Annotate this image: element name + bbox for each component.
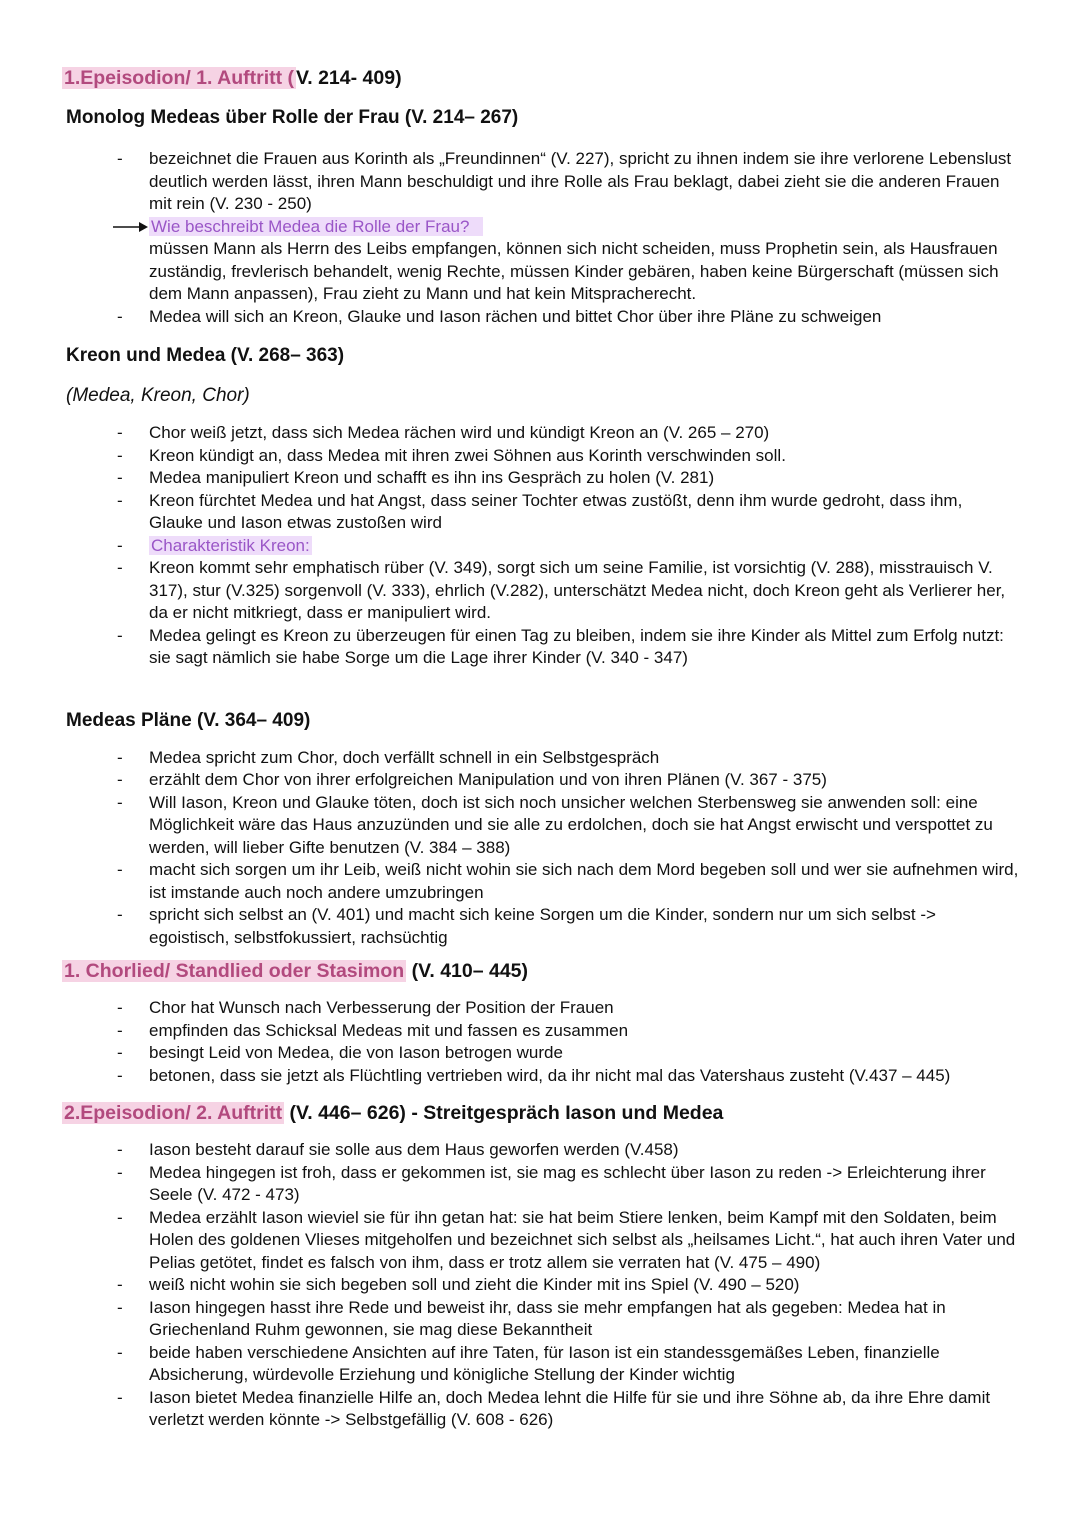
list-item: - Medea hingegen ist froh, dass er gekommen ist, sie mag es schlecht über Iason zu reden -> Erleichterung ihrer Seele (V. 472 - 473) bbox=[0, 1162, 1080, 1207]
list-item: - Medea will sich an Kreon, Glauke und Iason rächen und bittet Chor über ihre Pläne zu schweigen bbox=[0, 306, 1080, 329]
list-chorlied bbox=[0, 997, 1080, 1087]
list-item: - Iason besteht darauf sie solle aus dem Haus geworfen werden (V.458) bbox=[0, 1139, 1080, 1162]
heading-highlight: 1.Epeisodion/ 1. Auftritt ( bbox=[64, 67, 295, 89]
list-item: - Chor hat Wunsch nach Verbesserung der Position der Frauen bbox=[0, 997, 1080, 1020]
list-item-answer: müssen Mann als Herrn des Leibs empfangen, können sich nicht scheiden, muss Prophetin sein, als Hausfrauen zuständig, frevlerisch behandelt, wenig Rechte, müssen Kinder gebären, haben keine Bürgerschaft (müssen sich dem Mann anpassen), Frau zieht zu Mann und hat kein Mitspracherecht. bbox=[149, 239, 999, 303]
list-item: - Medea erzählt Iason wieviel sie für ihn getan hat: sie hat beim Stiere lenken, beim Kampf mit den Soldaten, beim Holen des goldenen Vlieses mitgeholfen und bezeichnet sich selbst als „heilsames Licht.“, hat auch ihren Vater und Pelias getötet, findet es falsch von ihm, dass er trotz allem sie verraten hat (V. 475 – 490) bbox=[0, 1207, 1080, 1275]
characteristic-highlight: Charakteristik Kreon: bbox=[151, 535, 310, 555]
list-item: - erzählt dem Chor von ihrer erfolgreichen Manipulation und von ihren Plänen (V. 367 - 375) bbox=[0, 769, 1080, 792]
list-item: - beide haben verschiedene Ansichten auf ihre Taten, für Iason ist ein standessgemäßes Leben, finanzielle Absicherung, würdevolle Erziehung und königliche Stellung der Kinder wichtig bbox=[0, 1342, 1080, 1387]
subheading-kreon-medea: Kreon und Medea (V. 268– 363) bbox=[66, 345, 345, 366]
subheading-monolog: Monolog Medeas über Rolle der Frau (V. 214– 267) bbox=[66, 107, 519, 128]
list-item: - Medea spricht zum Chor, doch verfällt schnell in ein Selbstgespräch bbox=[0, 747, 1080, 770]
list-item: - Kreon kündigt an, dass Medea mit ihren zwei Söhnen aus Korinth verschwinden soll. bbox=[0, 445, 1080, 468]
subheading-medeas-plaene: Medeas Pläne (V. 364– 409) bbox=[66, 709, 311, 731]
list-item: - macht sich sorgen um ihr Leib, weiß nicht wohin sie sich nach dem Mord begeben soll und wer sie aufnehmen wird, ist imstande auch noch andere umzubringen bbox=[0, 859, 1080, 904]
list-item: - Medea gelingt es Kreon zu überzeugen für einen Tag zu bleiben, indem sie ihre Kinder als Mittel zum Erfolg nutzt: sie sagt nämlich sie habe Sorge um die Lage ihrer Kinder (V. 340 - 347) bbox=[0, 625, 1080, 670]
list-item-characteristic bbox=[0, 535, 1080, 558]
list-streitgespraech bbox=[0, 1139, 1080, 1432]
list-item: - weiß nicht wohin sie sich begeben soll und zieht die Kinder mit ins Spiel (V. 490 – 520) bbox=[0, 1274, 1080, 1297]
list-medeas-plaene bbox=[0, 747, 1080, 950]
heading-rest: (V. 410– 445) bbox=[406, 960, 529, 982]
list-item: - spricht sich selbst an (V. 401) und macht sich keine Sorgen um die Kinder, sondern nur um sich selbst -> egoistisch, selbstfokussiert, rachsüchtig bbox=[0, 904, 1080, 949]
list-item: - Medea manipuliert Kreon und schafft es ihn ins Gespräch zu holen (V. 281) bbox=[0, 467, 1080, 490]
list-item: - Kreon fürchtet Medea und hat Angst, dass seiner Tochter etwas zustößt, denn ihm wurde gedroht, dass ihm, Glauke und Iason etwas zustoßen wird bbox=[0, 490, 1080, 535]
question-highlight: Wie beschreibt Medea die Rolle der Frau? bbox=[149, 217, 483, 236]
arrow-right-icon bbox=[112, 216, 148, 238]
list-item: - besingt Leid von Medea, die von Iason betrogen wurde bbox=[0, 1042, 1080, 1065]
section-heading-epeisodion-2 bbox=[62, 1099, 1080, 1127]
list-item: - betonen, dass sie jetzt als Flüchtling vertrieben wird, da ihr nicht mal das Vatershaus zusteht (V.437 – 445) bbox=[0, 1065, 1080, 1088]
heading-rest: (V. 446– 626) - Streitgespräch Iason und Medea bbox=[284, 1102, 724, 1124]
heading-rest: V. 214- 409) bbox=[296, 67, 402, 89]
heading-highlight: 1. Chorlied/ Standlied oder Stasimon bbox=[64, 960, 405, 982]
list-item: - empfinden das Schicksal Medeas mit und fassen es zusammen bbox=[0, 1020, 1080, 1043]
list-item: - Kreon kommt sehr emphatisch rüber (V. 349), sorgt sich um seine Familie, ist vorsichtig (V. 288), misstrauisch V. 317), stur (V.325) sorgenvoll (V. 333), ehrlich (V.282), unterschätzt Medea nicht, doch Kreon geht als Verlierer her, da er nicht mitkriegt, dass er manipuliert wird. bbox=[0, 557, 1080, 625]
list-item: - bezeichnet die Frauen aus Korinth als „Freundinnen“ (V. 227), spricht zu ihnen indem sie ihre verlorene Lebenslust deutlich werden lässt, ihren Mann beschuldigt und ihre Rolle als Frau beklagt, dabei zieht sie die anderen Frauen mit rein (V. 230 - 250) bbox=[0, 148, 1080, 216]
section-heading-epeisodion-1 bbox=[62, 64, 1080, 92]
list-item: - Iason hingegen hasst ihre Rede und beweist ihr, dass sie mehr empfangen hat als gegeben: Medea hat in Griechenland Ruhm gewonnen, sie mag diese Bekanntheit bbox=[0, 1297, 1080, 1342]
list-item: - Chor weiß jetzt, dass sich Medea rächen wird und kündigt Kreon an (V. 265 – 270) bbox=[0, 422, 1080, 445]
list-item: - Iason bietet Medea finanzielle Hilfe an, doch Medea lehnt die Hilfe für sie und ihre Söhne ab, da ihre Ehre damit verletzt werden könnte -> Selbstgefällig (V. 608 - 626) bbox=[0, 1387, 1080, 1432]
list-item-question bbox=[0, 216, 1080, 239]
heading-highlight: 2.Epeisodion/ 2. Auftritt bbox=[64, 1102, 283, 1124]
list-kreon-medea bbox=[0, 422, 1080, 670]
list-item: - Will Iason, Kreon und Glauke töten, doch ist sich noch unsicher welchen Sterbensweg sie anwenden soll: eine Möglichkeit wäre das Haus anzuzünden und sie alle zu erdolchen, doch sie hat Angst erwischt und verspottet zu werden, will lieber Gifte benutzen (V. 384 – 388) bbox=[0, 792, 1080, 860]
list-monolog bbox=[0, 148, 1080, 328]
section-heading-chorlied bbox=[62, 957, 1080, 985]
persons-list: (Medea, Kreon, Chor) bbox=[66, 385, 250, 406]
